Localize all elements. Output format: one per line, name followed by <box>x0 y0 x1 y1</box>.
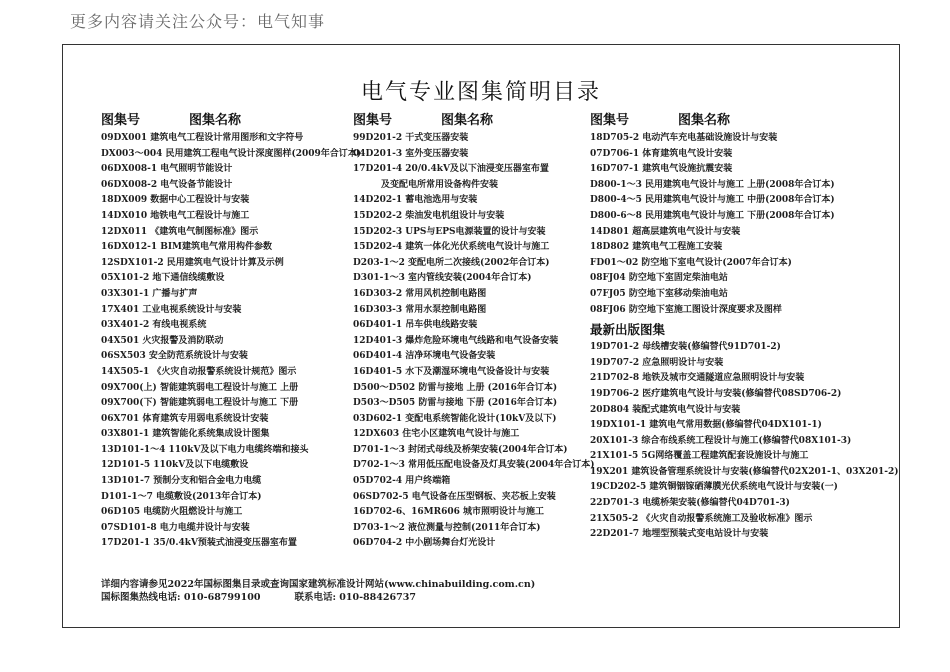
catalog-entry: 06DX008-1 电气照明节能设计 <box>101 164 233 175</box>
column-header <box>353 109 613 127</box>
footer-contacts <box>101 591 535 604</box>
top-note: 更多内容请关注公众号：电气知事 <box>70 12 326 31</box>
catalog-entry: 19D706-2 医疗建筑电气设计与安装(修编替代08SD706-2) <box>590 388 842 399</box>
header-atlas-name: 图集名称 <box>441 113 494 128</box>
header-atlas-number: 图集号 <box>353 113 393 128</box>
catalog-entry: 22D701-3 电缆桥架安装(修编替代04D701-3) <box>590 498 790 509</box>
catalog-entry: D503～D505 防雷与接地 下册 (2016年合订本) <box>353 398 558 409</box>
catalog-entry: 08FJ06 防空地下室施工图设计深度要求及图样 <box>590 304 782 315</box>
header-atlas-name: 图集名称 <box>189 113 242 128</box>
catalog-entry: 14X505-1 《火灾自动报警系统设计规范》图示 <box>101 366 297 377</box>
new-releases-heading: 最新出版图集 <box>590 322 666 338</box>
catalog-entry: 14D801 超高层建筑电气设计与安装 <box>590 226 741 237</box>
catalog-entry: 18DX009 数据中心工程设计与安装 <box>101 195 250 206</box>
catalog-entry: 19CD202-5 建筑铜铟镓硒薄膜光伏系统电气设计与安装(一) <box>590 482 838 493</box>
catalog-entry: 03X801-1 建筑智能化系统集成设计图集 <box>101 429 270 440</box>
catalog-entry: D500～D502 防雷与接地 上册 (2016年合订本) <box>353 382 558 393</box>
catalog-entry: 16D303-2 常用风机控制电路图 <box>353 288 487 299</box>
catalog-entry: FD01～02 防空地下室电气设计(2007年合订本) <box>590 257 792 268</box>
catalog-entry: 17D201-1 35/0.4kV预装式油浸变压器室布置 <box>101 538 297 549</box>
catalog-entry: 03X301-1 广播与扩声 <box>101 288 198 299</box>
catalog-entry: 12D401-3 爆炸危险环境电气线路和电气设备安装 <box>353 335 559 346</box>
footer <box>101 578 535 604</box>
catalog-entry: 及变配电所常用设备构件安装 <box>381 179 499 190</box>
catalog-entry: D703-1～2 液位测量与控制(2011年合订本) <box>353 522 541 533</box>
catalog-entry: 06SD702-5 电气设备在压型钢板、夹芯板上安装 <box>353 491 556 502</box>
column-2-list <box>353 131 613 552</box>
footer-contact-phone: 联系电话: 010-88426737 <box>294 592 416 603</box>
catalog-entry: D701-1～3 封闭式母线及桥架安装(2004年合订本) <box>353 444 568 455</box>
catalog-entry: 06D704-2 中小剧场舞台灯光设计 <box>353 538 496 549</box>
catalog-entry: 15D202-3 UPS与EPS电源装置的设计与安装 <box>353 226 546 237</box>
catalog-title: 电气专业图集简明目录 <box>360 80 601 105</box>
catalog-entry: 15D202-4 建筑一体化光伏系统电气设计与施工 <box>353 242 550 253</box>
catalog-entry: 06D105 电缆防火阻燃设计与施工 <box>101 507 243 518</box>
catalog-entry: D203-1～2 变配电所二次接线(2002年合订本) <box>353 257 550 268</box>
catalog-entry: 17D201-4 20/0.4kV及以下油浸变压器室布置 <box>353 164 549 175</box>
catalog-entry: 20D804 装配式建筑电气设计与安装 <box>590 404 741 415</box>
catalog-frame <box>62 44 900 628</box>
catalog-entry: 12D101-5 110kV及以下电缆敷设 <box>101 460 249 471</box>
catalog-entry: 21X505-2 《火灾自动报警系统施工及验收标准》图示 <box>590 513 813 524</box>
catalog-entry: 06SX503 安全防范系统设计与安装 <box>101 351 248 362</box>
catalog-entry: 13D101-1～4 110kV及以下电力电缆终端和接头 <box>101 444 309 455</box>
column-1-list <box>101 131 371 552</box>
catalog-entry: 18D705-2 电动汽车充电基础设施设计与安装 <box>590 133 778 143</box>
catalog-entry: 06D401-4 洁净环境电气设备安装 <box>353 351 496 362</box>
column-header <box>101 109 371 127</box>
catalog-entry: 22D201-7 地埋型预装式变电站设计与安装 <box>590 529 769 540</box>
catalog-entry: D101-1～7 电缆敷设(2013年合订本) <box>101 491 262 502</box>
catalog-entry: 16DX012-1 BIM建筑电气常用构件参数 <box>101 242 273 253</box>
catalog-entry: 05X101-2 地下通信线缆敷设 <box>101 273 225 284</box>
catalog-entry: D301-1～3 室内管线安装(2004年合订本) <box>353 273 532 284</box>
catalog-entry: 14D202-1 蓄电池选用与安装 <box>353 195 478 206</box>
catalog-entry: 07FJ05 防空地下室移动柴油电站 <box>590 288 728 299</box>
catalog-entry: 08FJ04 防空地下室固定柴油电站 <box>590 273 728 284</box>
header-atlas-number: 图集号 <box>590 113 630 128</box>
header-atlas-name: 图集名称 <box>678 113 731 128</box>
new-releases-list <box>590 340 899 543</box>
catalog-entry: 99D201-2 干式变压器安装 <box>353 133 469 143</box>
catalog-entry: 09DX001 建筑电气工程设计常用图形和文字符号 <box>101 133 304 143</box>
catalog-entry: 03X401-2 有线电视系统 <box>101 320 207 331</box>
catalog-entry: 15D202-2 柴油发电机组设计与安装 <box>353 210 505 221</box>
catalog-entry: 14DX010 地铁电气工程设计与施工 <box>101 210 250 221</box>
catalog-entry: 16D707-1 建筑电气设施抗震安装 <box>590 164 733 175</box>
header-atlas-number: 图集号 <box>101 113 141 128</box>
catalog-entry: 06DX008-2 电气设备节能设计 <box>101 179 233 190</box>
catalog-entry: 05D702-4 用户终端箱 <box>353 476 451 487</box>
catalog-entry: 07D706-1 体育建筑电气设计安装 <box>590 148 733 159</box>
column-header <box>590 109 890 127</box>
footer-hotline: 国标图集热线电话: 010-68799100 <box>101 592 261 603</box>
catalog-entry: 03D602-1 变配电系统智能化设计(10kV及以下) <box>353 413 557 424</box>
footer-reference: 详细内容请参见2022年国标图集目录或查询国家建筑标准设计网站(www.chinabuilding.com.cn) <box>101 579 536 590</box>
catalog-entry: 18D802 建筑电气工程施工安装 <box>590 242 723 253</box>
catalog-entry: 04X501 火灾报警及消防联动 <box>101 335 224 346</box>
catalog-entry: D800-6～8 民用建筑电气设计与施工 下册(2008年合订本) <box>590 210 835 221</box>
catalog-entry: 19D701-2 母线槽安装(修编替代91D701-2) <box>590 342 781 353</box>
catalog-entry: 17X401 工业电视系统设计与安装 <box>101 304 242 315</box>
catalog-entry: D800-4～5 民用建筑电气设计与施工 中册(2008年合订本) <box>590 195 835 206</box>
catalog-entry: 19X201 建筑设备管理系统设计与安装(修编替代02X201-1、03X201-2) <box>590 466 899 477</box>
catalog-entry: 16D401-5 水下及潮湿环境电气设备设计与安装 <box>353 366 550 377</box>
catalog-entry: 21X101-5 5G网络覆盖工程建筑配套设施设计与施工 <box>590 451 809 462</box>
column-3 <box>590 109 899 543</box>
catalog-entry: 04D201-3 室外变压器安装 <box>353 148 469 159</box>
catalog-entry: 06D401-1 吊车供电线路安装 <box>353 320 478 331</box>
column-2 <box>353 109 613 552</box>
column-1 <box>101 109 371 552</box>
catalog-entry: 12DX603 住宅小区建筑电气设计与施工 <box>353 429 520 440</box>
catalog-entry: DX003～004 民用建筑工程电气设计深度图样(2009年合订本) <box>101 148 362 159</box>
catalog-entry: 19D707-2 应急照明设计与安装 <box>590 357 724 368</box>
column-3-list <box>590 131 890 318</box>
catalog-entry: 16D303-3 常用水泵控制电路图 <box>353 304 487 315</box>
catalog-entry: 07SD101-8 电力电缆井设计与安装 <box>101 522 250 533</box>
catalog-entry: 09X700(上) 智能建筑弱电工程设计与施工 上册 <box>101 382 299 393</box>
catalog-entry: 12DX011 《建筑电气制图标准》图示 <box>101 226 259 237</box>
catalog-entry: D702-1～3 常用低压配电设备及灯具安装(2004年合订本) <box>353 460 595 471</box>
catalog-entry: 06X701 体育建筑专用弱电系统设计安装 <box>101 413 269 424</box>
catalog-entry: 21D702-8 地铁及城市交通隧道应急照明设计与安装 <box>590 373 805 384</box>
catalog-entry: D800-1～3 民用建筑电气设计与施工 上册(2008年合订本) <box>590 179 835 190</box>
catalog-entry: 20X101-3 综合布线系统工程设计与施工(修编替代08X101-3) <box>590 435 852 446</box>
catalog-entry: 13D101-7 预制分支和铝合金电力电缆 <box>101 476 262 487</box>
catalog-entry: 09X700(下) 智能建筑弱电工程设计与施工 下册 <box>101 398 299 409</box>
catalog-entry: 12SDX101-2 民用建筑电气设计计算及示例 <box>101 257 284 268</box>
catalog-entry: 19DX101-1 建筑电气常用数据(修编替代04DX101-1) <box>590 420 822 431</box>
catalog-entry: 16D702-6、16MR606 城市照明设计与施工 <box>353 507 545 518</box>
